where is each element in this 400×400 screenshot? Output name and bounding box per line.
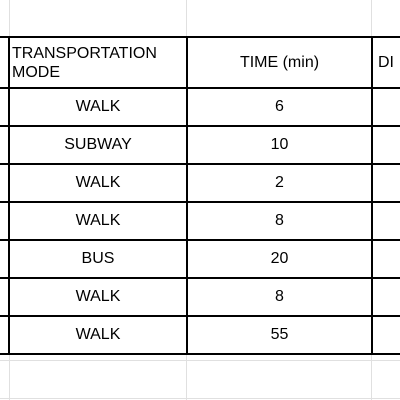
table-row-mode-cell[interactable] [10,241,186,277]
header-label: DI [378,54,394,71]
cell-value: BUS [81,250,115,267]
grid-line [0,360,400,361]
table-row-time-cell[interactable] [188,317,371,353]
cell-value: SUBWAY [64,136,132,153]
cell-value: 8 [275,212,284,229]
table-row-time-cell[interactable] [188,165,371,201]
table-border [0,353,400,355]
cell-value: 20 [270,250,289,267]
cell-value: 8 [275,288,284,305]
cell-value: WALK [75,326,121,343]
table-row-mode-cell[interactable] [10,89,186,125]
cell-value: 55 [270,326,289,343]
table-row-mode-cell[interactable] [10,279,186,315]
table-row-mode-cell[interactable] [10,165,186,201]
cell-value: WALK [75,98,121,115]
table-row-time-cell[interactable] [188,203,371,239]
table-row-time-cell[interactable] [188,241,371,277]
table-row-mode-cell[interactable] [10,127,186,163]
header-label: TRANSPORTATION MODE [12,44,157,81]
cell-value: WALK [75,174,121,191]
table-row-time-cell[interactable] [188,279,371,315]
header-cell-transportation-mode[interactable] [10,38,184,87]
header-cell-time[interactable] [188,38,371,87]
table-row-mode-cell[interactable] [10,317,186,353]
cell-value: 6 [275,98,284,115]
cell-value: 10 [270,136,289,153]
table-row-mode-cell[interactable] [10,203,186,239]
cell-value: WALK [75,212,121,229]
header-cell-distance[interactable] [373,38,400,87]
table-row-time-cell[interactable] [188,89,371,125]
grid-line [0,398,400,399]
cell-value: WALK [75,288,121,305]
table-row-time-cell[interactable] [188,127,371,163]
header-label: TIME (min) [239,53,320,71]
cell-value: 2 [275,174,284,191]
